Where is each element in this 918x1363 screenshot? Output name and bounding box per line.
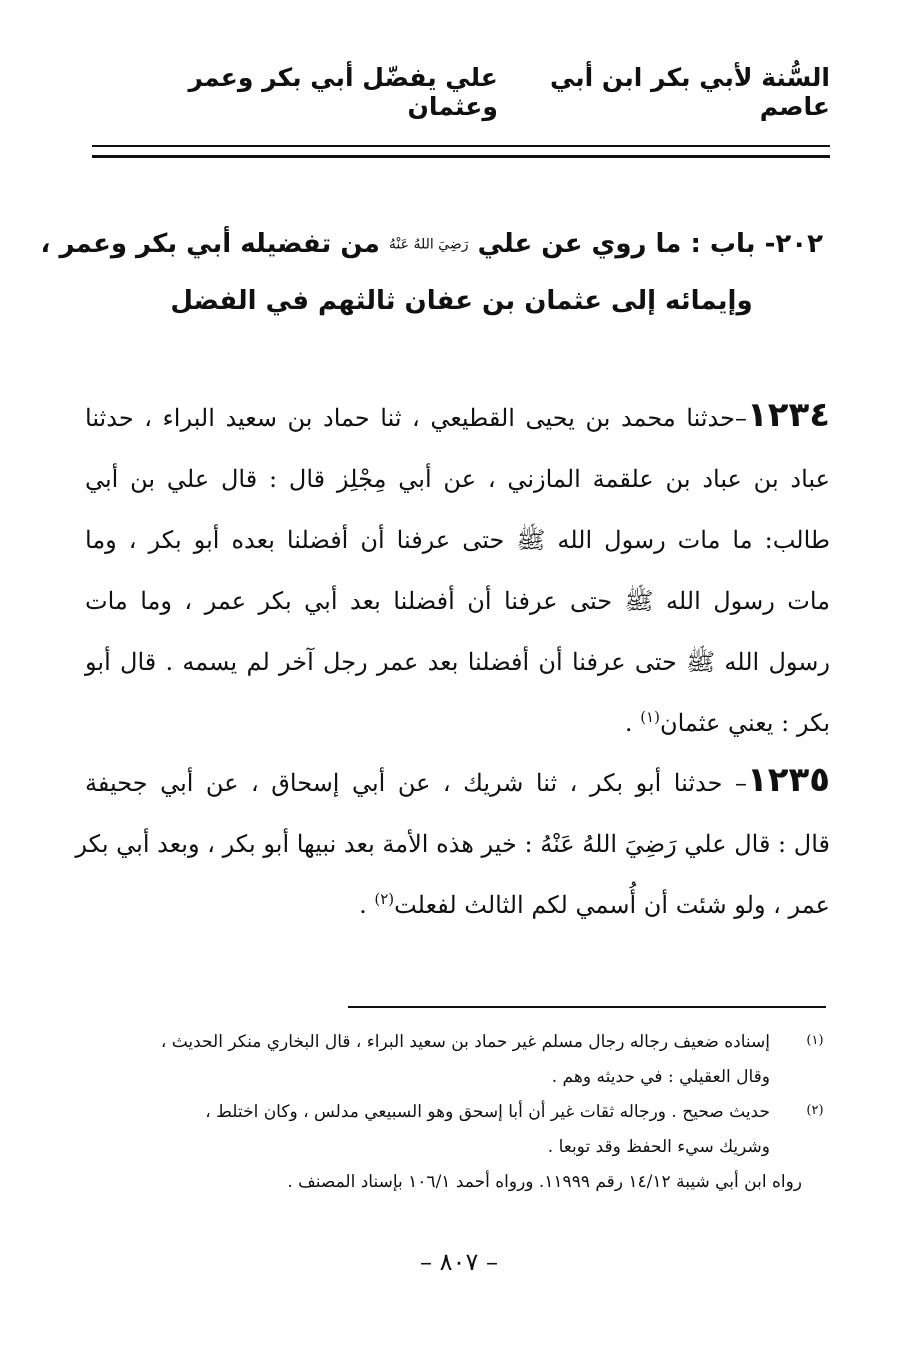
hadith-line: طالب: ما مات رسول الله ﷺ حتى عرفنا أن أفضلنا بعده أبو بكر ، وما xyxy=(85,526,830,554)
hadith-line xyxy=(85,750,830,814)
footnote-source-note: رواه ابن أبي شيبة ١٤/١٢ رقم ١١٩٩٩. ورواه أحمد ١٠٦/١ بإسناد المصنف . xyxy=(287,1172,802,1192)
footnote-line: وقال العقيلي : في حديثه وهم . xyxy=(551,1067,770,1087)
hadith-line xyxy=(85,385,830,449)
hadith-text: بكر : يعني عثمان xyxy=(659,709,830,737)
header-rule-thick xyxy=(92,155,830,158)
footnote-1 xyxy=(85,1025,830,1095)
hadith-text: – حدثنا أبو بكر ، ثنا شريك ، عن أبي إسحاق ، عن أبي جحيفة xyxy=(85,769,747,797)
chapter-heading-prefix: ٢٠٢- باب : ما روي عن علي xyxy=(477,229,823,259)
footnote-2 xyxy=(85,1095,830,1165)
hadith-1234 xyxy=(85,385,830,754)
footnote-reference: (١) xyxy=(640,708,660,726)
footnote-reference: (٢) xyxy=(374,890,395,908)
hadith-number: ١٢٣٥ xyxy=(746,760,830,800)
hadith-line-last xyxy=(85,875,830,936)
hadith-line: مات رسول الله ﷺ حتى عرفنا أن أفضلنا بعد أبي بكر عمر ، وما مات xyxy=(85,587,830,615)
honorific-glyph: رَضِيَ اللهُ عَنْهُ xyxy=(388,236,469,253)
header-section-title: علي يفضّل أبي بكر وعمر وعثمان xyxy=(188,63,498,121)
hadith-line: رسول الله ﷺ حتى عرفنا أن أفضلنا بعد عمر رجل آخر لم يسمه . قال أبو xyxy=(85,648,830,676)
chapter-heading-line-1 xyxy=(40,216,823,273)
header-rule-thin xyxy=(92,145,830,147)
hadith-line: عباد بن عباد بن علقمة المازني ، عن أبي مِجْلِز قال : قال علي بن أبي xyxy=(85,465,830,493)
chapter-heading-suffix: من تفضيله أبي بكر وعمر ، xyxy=(40,229,380,259)
footnote-marker: (١) xyxy=(806,1033,824,1048)
chapter-heading xyxy=(40,216,823,329)
hadith-text-end: . xyxy=(624,709,641,737)
hadith-text: –حدثنا محمد بن يحيى القطيعي ، ثنا حماد بن سعيد البراء ، حدثنا xyxy=(85,404,747,432)
footnote-line: وشريك سيء الحفظ وقد توبعا . xyxy=(547,1137,770,1157)
footnotes xyxy=(85,1025,830,1200)
hadith-line: قال : قال علي رَضِيَ اللهُ عَنْهُ : خير هذه الأمة بعد نبيها أبو بكر ، وبعد أبي بكر xyxy=(75,830,830,858)
hadith-number: ١٢٣٤ xyxy=(746,395,830,435)
running-header xyxy=(120,63,830,121)
footnote-line: إسناده ضعيف رجاله رجال مسلم غير حماد بن سعيد البراء ، قال البخاري منكر الحديث ، xyxy=(160,1032,770,1052)
header-book-title: السُّنة لأبي بكر ابن أبي عاصم xyxy=(549,63,830,121)
footnote-line: حديث صحيح . ورجاله ثقات غير أن أبا إسحق وهو السبيعي مدلس ، وكان اختلط ، xyxy=(205,1102,770,1122)
hadith-line-last xyxy=(85,693,830,754)
hadith-text: عمر ، ولو شئت أن أُسمي لكم الثالث لفعلت xyxy=(394,891,830,919)
footnote-separator xyxy=(348,1006,826,1008)
footnote-marker: (٢) xyxy=(806,1103,824,1118)
hadith-text-end: . xyxy=(359,891,375,919)
hadith-1235 xyxy=(75,750,830,936)
page-number: – ٨٠٧ – xyxy=(420,1248,498,1276)
chapter-heading-line-2: وإيمائه إلى عثمان بن عفان ثالثهم في الفضل xyxy=(170,285,753,316)
